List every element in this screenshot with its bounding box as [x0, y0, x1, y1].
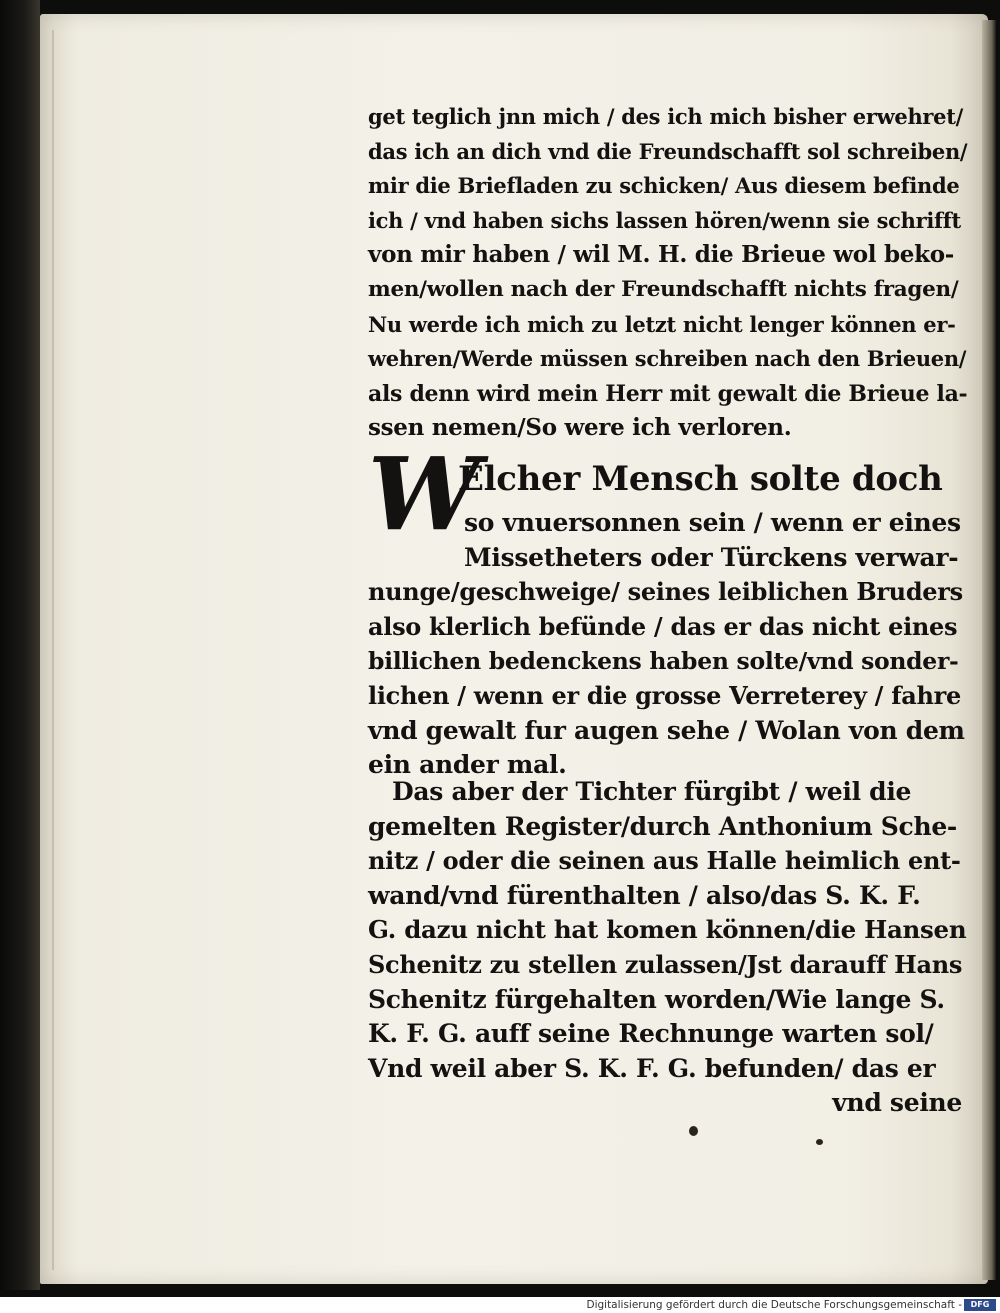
text-line: ich / vnd haben sichs lassen hören/wenn sie schrifft [368, 207, 961, 233]
decorated-initial: W [368, 435, 481, 553]
page-edge [982, 20, 996, 1280]
text-line: das ich an dich vnd die Freundschafft sol schreiben/ [368, 138, 968, 164]
text-line: wehren/Werde müssen schreiben nach den Brieuen/ [368, 346, 967, 372]
catchword: vnd seine [832, 1088, 962, 1118]
text-line: nitz / oder die seinen aus Halle heimlich ent- [368, 846, 961, 876]
text-line: Vnd weil aber S. K. F. G. befunden/ das er [368, 1053, 936, 1083]
gutter-fold [52, 30, 54, 1270]
binding-shadow [0, 0, 40, 1290]
paragraph-3 [368, 775, 968, 1121]
text-line: ein ander mal. [368, 750, 567, 780]
text-line: ssen nemen/So were ich verloren. [368, 414, 792, 442]
text-line: mir die Briefladen zu schicken/ Aus diesem befinde [368, 173, 960, 199]
text-line: billichen bedenckens haben solte/vnd sonder- [368, 647, 959, 676]
text-line: Nu werde ich mich zu letzt nicht lenger können er- [368, 311, 956, 337]
text-line: K. F. G. auff seine Rechnunge warten sol/ [368, 1019, 934, 1049]
funding-credit: Digitalisierung gefördert durch die Deutsche Forschungsgemeinschaft - [586, 1299, 962, 1311]
text-line: G. dazu nicht hat komen können/die Hansen [368, 915, 967, 945]
text-line: Elcher Mensch solte doch [458, 459, 943, 499]
paragraph-2 [368, 452, 968, 783]
text-line: also klerlich befünde / das er das nicht eines [368, 611, 958, 641]
text-line: lichen / wenn er die grosse Verreterey / fahre [368, 680, 961, 710]
dfg-logo: DFG [964, 1299, 996, 1311]
text-line: men/wollen nach der Freundschafft nichts fragen/ [368, 276, 959, 302]
text-line: Schenitz zu stellen zulassen/Jst darauff Hans [368, 949, 963, 979]
text-line: so vnuersonnen sein / wenn er eines [464, 508, 961, 537]
paragraph-1 [368, 100, 968, 446]
text-line: Schenitz fürgehalten worden/Wie lange S. [368, 984, 945, 1014]
text-line: Das aber der Tichter fürgibt / weil die [392, 777, 912, 806]
text-line: als denn wird mein Herr mit gewalt die Brieue la- [368, 380, 968, 407]
text-line: von mir haben / wil M. H. die Brieue wol beko- [368, 241, 954, 269]
text-line: vnd gewalt fur augen sehe / Wolan von dem [368, 715, 965, 745]
text-line: get teglich jnn mich / des ich mich bisher erwehret/ [368, 104, 964, 129]
ink-spot [816, 1139, 823, 1145]
text-line: nunge/geschweige/ seines leiblichen Bruders [368, 577, 963, 607]
ink-spot [689, 1126, 698, 1136]
text-line: gemelten Register/durch Anthonium Sche- [368, 811, 958, 841]
text-line: Missetheters oder Türckens verwar- [464, 542, 959, 572]
text-line: wand/vnd fürenthalten / also/das S. K. F. [368, 880, 921, 910]
